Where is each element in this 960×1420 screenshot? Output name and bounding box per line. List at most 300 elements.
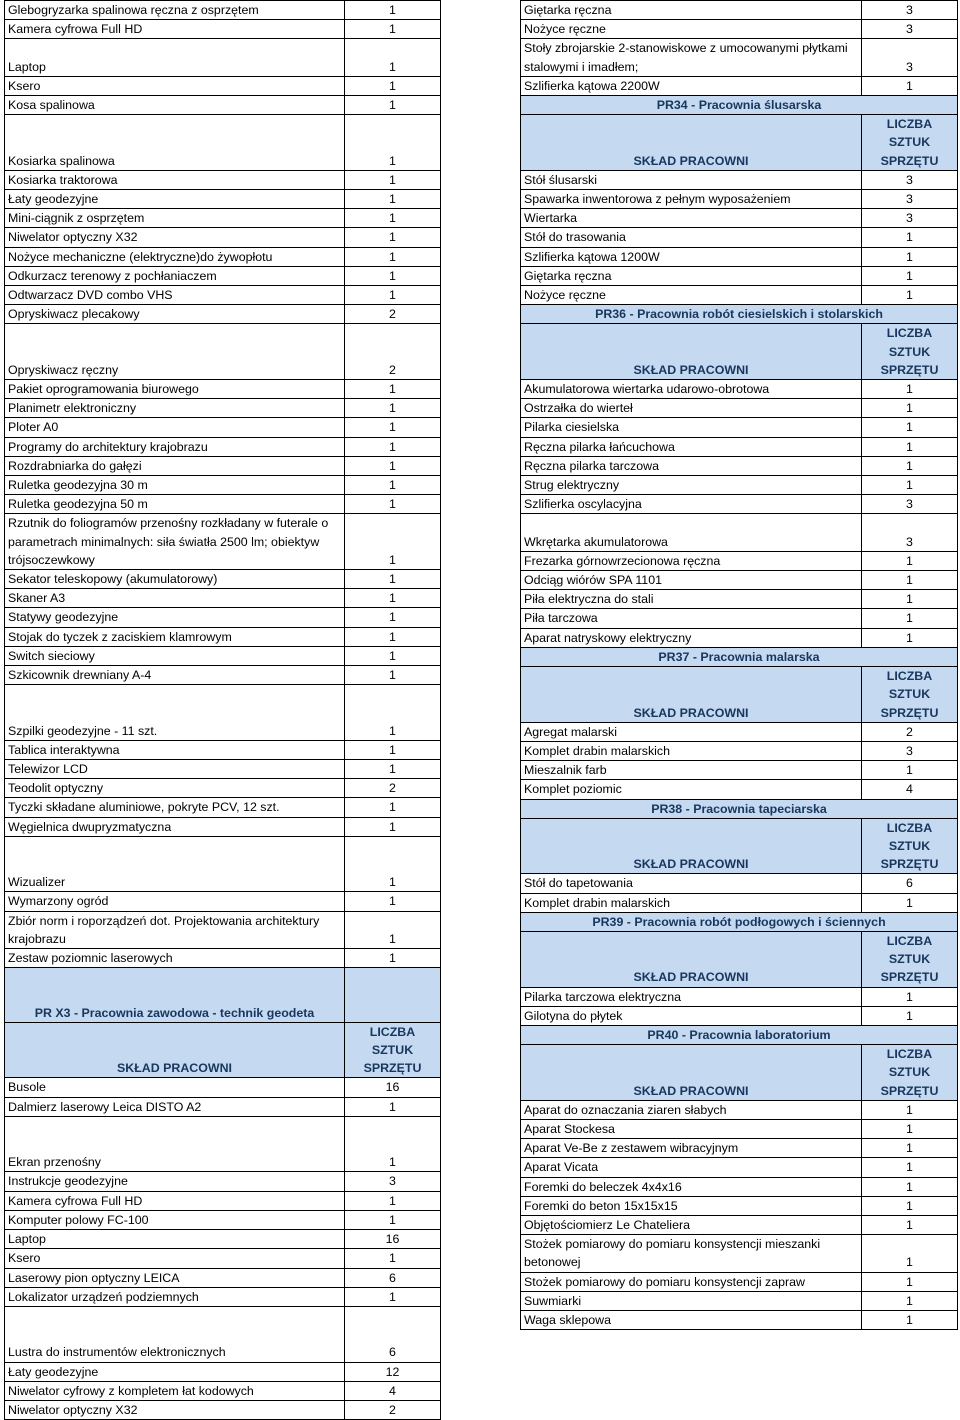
item-quantity-cell: 1 [345,209,441,228]
column-header-quantity [862,1045,958,1101]
table-row [5,949,441,968]
table-row [521,495,958,514]
item-name-cell: Aparat natryskowy elektryczny [521,628,862,647]
item-quantity-cell: 1 [345,380,441,399]
item-quantity-cell: 1 [345,266,441,285]
item-name-cell: Pilarka ciesielska [521,418,862,437]
item-quantity-cell: 1 [862,266,958,285]
item-quantity-cell: 2 [345,1400,441,1419]
section-title: PR36 - Pracownia robót ciesielskich i stolarskich [521,305,958,324]
item-quantity-cell: 1 [862,228,958,247]
column-header-name: SKŁAD PRACOWNI [521,931,862,987]
left-equipment-table [4,0,441,1420]
table-row [521,1311,958,1330]
table-row [5,740,441,759]
item-name-cell: Laptop [5,39,345,76]
table-row [5,798,441,817]
item-quantity-cell: 3 [862,190,958,209]
item-name-cell: Foremki do beton 15x15x15 [521,1196,862,1215]
item-quantity-cell: 1 [345,949,441,968]
item-quantity-cell: 1 [862,1100,958,1119]
table-row [5,627,441,646]
item-name-cell: Szkicownik drewniany A-4 [5,666,345,685]
item-name-cell: Pilarka tarczowa elektryczna [521,987,862,1006]
item-name-cell: Nożyce ręczne [521,20,862,39]
item-name-cell: Stożek pomiarowy do pomiaru konsystencji mieszanki betonowej [521,1235,862,1272]
item-quantity-cell: 1 [345,476,441,495]
item-quantity-cell: 3 [862,741,958,760]
table-row [5,1172,441,1191]
item-name-cell: Ręczna pilarka łańcuchowa [521,437,862,456]
item-name-cell: Ekran przenośny [5,1116,345,1172]
column-header-quantity-line: LICZBA [886,1047,933,1062]
table-row [5,646,441,665]
column-header-quantity-line: LICZBA [886,669,933,684]
column-header-name: SKŁAD PRACOWNI [5,1022,345,1078]
column-header-row [5,1022,441,1078]
item-quantity-cell: 3 [345,1172,441,1191]
table-row [5,589,441,608]
table-row [5,115,441,171]
item-quantity-cell: 1 [862,987,958,1006]
table-row [521,286,958,305]
table-row [521,571,958,590]
item-name-cell: Komplet poziomic [521,780,862,799]
table-row [5,39,441,76]
item-name-cell: Łaty geodezyjne [5,1362,345,1381]
table-row [5,514,441,570]
item-quantity-cell: 1 [345,437,441,456]
item-quantity-cell: 1 [862,247,958,266]
item-name-cell: Opryskiwacz ręczny [5,324,345,380]
column-header-name: SKŁAD PRACOWNI [521,667,862,723]
item-name-cell: Ruletka geodezyjna 30 m [5,476,345,495]
item-name-cell: Spawarka inwentorowa z pełnym wyposażeniem [521,190,862,209]
item-name-cell: Opryskiwacz plecakowy [5,305,345,324]
item-name-cell: Aparat Ve-Be z zestawem wibracyjnym [521,1139,862,1158]
section-title: PR38 - Pracownia tapeciarska [521,799,958,818]
item-name-cell: Frezarka górnowrzecionowa ręczna [521,551,862,570]
item-name-cell: Busole [5,1078,345,1097]
column-header-quantity [862,818,958,874]
table-row [521,380,958,399]
item-quantity-cell: 3 [862,170,958,189]
table-row [521,1139,958,1158]
column-header-row [521,115,958,171]
table-row [5,760,441,779]
item-name-cell: Odkurzacz terenowy z pochłaniaczem [5,266,345,285]
item-name-cell: Wiertarka [521,209,862,228]
table-row [5,836,441,892]
table-row [5,892,441,911]
item-quantity-cell: 3 [862,209,958,228]
table-row [5,228,441,247]
table-row [5,570,441,589]
item-quantity-cell: 1 [345,836,441,892]
column-header-row [521,818,958,874]
item-quantity-cell: 2 [345,305,441,324]
table-row [521,874,958,893]
table-row [5,1381,441,1400]
table-row [5,666,441,685]
item-quantity-cell: 1 [345,1287,441,1306]
item-name-cell: Aparat Vicata [521,1158,862,1177]
section-title: PR40 - Pracownia laboratorium [521,1025,958,1044]
table-row [521,1119,958,1138]
table-row [5,437,441,456]
column-header-quantity [345,1022,441,1078]
section-title-row [521,912,958,931]
table-row [5,1,441,20]
item-quantity-cell: 12 [345,1362,441,1381]
column-header-name: SKŁAD PRACOWNI [521,818,862,874]
table-row [5,1097,441,1116]
table-row [521,987,958,1006]
item-name-cell: Waga sklepowa [521,1311,862,1330]
item-quantity-cell: 1 [345,115,441,171]
item-name-cell: Mini-ciągnik z osprzętem [5,209,345,228]
table-row [521,476,958,495]
item-name-cell: Objętościomierz Le Chateliera [521,1215,862,1234]
section-title-row [5,968,441,1023]
item-name-cell: Komplet drabin malarskich [521,741,862,760]
column-header-row [521,1045,958,1101]
item-name-cell: Laserowy pion optyczny LEICA [5,1268,345,1287]
item-quantity-cell: 6 [345,1306,441,1362]
item-quantity-cell: 3 [862,39,958,76]
section-title-row [521,1025,958,1044]
item-quantity-cell: 1 [862,437,958,456]
right-equipment-table-column [520,0,957,1330]
item-name-cell: Giętarka ręczna [521,1,862,20]
table-row [521,228,958,247]
section-title: PR37 - Pracownia malarska [521,647,958,666]
table-row [5,399,441,418]
table-row [521,190,958,209]
item-name-cell: Ręczna pilarka tarczowa [521,456,862,475]
column-header-quantity-line: SZTUK [888,687,931,702]
right-equipment-table [520,0,958,1330]
table-row [5,305,441,324]
table-row [5,247,441,266]
item-name-cell: Odtwarzacz DVD combo VHS [5,286,345,305]
item-name-cell: Kamera cyfrowa Full HD [5,1191,345,1210]
item-name-cell: Akumulatorowa wiertarka udarowo-obrotowa [521,380,862,399]
column-header-quantity-line: SZTUK [888,952,931,967]
table-row [5,608,441,627]
item-name-cell: Stół ślusarski [521,170,862,189]
item-quantity-cell: 1 [345,456,441,475]
item-quantity-cell: 1 [862,1158,958,1177]
item-name-cell: Szlifierka kątowa 1200W [521,247,862,266]
item-name-cell: Stół do trasowania [521,228,862,247]
table-row [5,817,441,836]
table-row [5,1249,441,1268]
table-row [5,76,441,95]
item-quantity-cell: 1 [862,1215,958,1234]
column-header-quantity-line: SZTUK [888,1065,931,1080]
column-header-quantity-line: SPRZĘTU [880,153,939,168]
item-name-cell: Ksero [5,76,345,95]
column-header-name: SKŁAD PRACOWNI [521,324,862,380]
table-row [5,20,441,39]
table-row [521,1177,958,1196]
item-name-cell: Kosiarka spalinowa [5,115,345,171]
item-name-cell: Teodolit optyczny [5,779,345,798]
item-quantity-cell: 1 [345,1191,441,1210]
item-name-cell: Stół do tapetowania [521,874,862,893]
item-name-cell: Programy do architektury krajobrazu [5,437,345,456]
item-name-cell: Szlifierka oscylacyjna [521,495,862,514]
item-quantity-cell: 1 [345,627,441,646]
column-header-quantity-line: LICZBA [886,117,933,132]
table-row [521,893,958,912]
column-header-quantity [862,667,958,723]
item-quantity-cell: 1 [862,1177,958,1196]
table-row [521,1100,958,1119]
table-row [521,170,958,189]
column-header-quantity [862,115,958,171]
item-name-cell: Łaty geodezyjne [5,190,345,209]
column-header-quantity [862,931,958,987]
column-header-quantity-line: SPRZĘTU [880,1083,939,1098]
section-title-row [521,96,958,115]
item-quantity-cell: 1 [345,96,441,115]
table-row [521,1,958,20]
table-row [521,741,958,760]
item-name-cell: Piła tarczowa [521,609,862,628]
item-name-cell: Foremki do beleczek 4x4x16 [521,1177,862,1196]
column-header-quantity-line: LICZBA [886,326,933,341]
table-row [5,209,441,228]
item-name-cell: Rozdrabniarka do gałęzi [5,456,345,475]
item-name-cell: Ksero [5,1249,345,1268]
item-name-cell: Wymarzony ogród [5,892,345,911]
item-name-cell: Wkrętarka akumulatorowa [521,514,862,551]
item-name-cell: Skaner A3 [5,589,345,608]
item-quantity-cell: 1 [862,1235,958,1272]
item-name-cell: Aparat Stockesa [521,1119,862,1138]
item-name-cell: Niwelator optyczny X32 [5,228,345,247]
table-row [521,722,958,741]
item-quantity-cell: 1 [345,570,441,589]
item-quantity-cell: 1 [345,646,441,665]
item-quantity-cell: 1 [345,418,441,437]
item-quantity-cell: 1 [345,190,441,209]
section-title: PR39 - Pracownia robót podłogowych i ściennych [521,912,958,931]
table-row [521,76,958,95]
item-quantity-cell: 1 [862,1006,958,1025]
item-quantity-cell: 1 [862,1272,958,1291]
table-row [5,685,441,741]
table-row [5,418,441,437]
item-quantity-cell: 1 [345,1249,441,1268]
column-header-quantity-line: SPRZĘTU [880,705,939,720]
item-quantity-cell: 1 [862,628,958,647]
item-quantity-cell: 1 [862,456,958,475]
table-row [521,1272,958,1291]
column-header-quantity-line: SZTUK [888,344,931,359]
left-equipment-table-column [4,0,440,1420]
item-quantity-cell: 1 [345,39,441,76]
table-row [5,190,441,209]
column-header-quantity-line: SPRZĘTU [880,857,939,872]
item-name-cell: Zestaw poziomnic laserowych [5,949,345,968]
item-quantity-cell: 1 [345,1,441,20]
item-quantity-cell: 1 [345,228,441,247]
table-row [5,1191,441,1210]
item-quantity-cell: 3 [862,20,958,39]
item-quantity-cell: 1 [345,685,441,741]
item-quantity-cell: 1 [862,571,958,590]
item-quantity-cell: 1 [862,476,958,495]
table-row [5,1362,441,1381]
table-row [5,456,441,475]
item-quantity-cell: 6 [345,1268,441,1287]
table-row [5,324,441,380]
table-row [521,1158,958,1177]
column-header-name: SKŁAD PRACOWNI [521,115,862,171]
table-row [521,39,958,76]
table-row [521,1291,958,1310]
item-quantity-cell: 2 [345,324,441,380]
column-header-row [521,324,958,380]
column-header-quantity-line: SZTUK [371,1043,414,1058]
column-header-quantity-line: LICZBA [886,820,933,835]
column-header-name: SKŁAD PRACOWNI [521,1045,862,1101]
table-row [5,286,441,305]
table-row [5,266,441,285]
item-name-cell: Ploter A0 [5,418,345,437]
item-name-cell: Ruletka geodezyjna 50 m [5,495,345,514]
item-name-cell: Dalmierz laserowy Leica DISTO A2 [5,1097,345,1116]
item-quantity-cell: 6 [862,874,958,893]
item-quantity-cell: 3 [862,1,958,20]
item-name-cell: Piła elektryczna do stali [521,590,862,609]
table-row [521,1196,958,1215]
item-quantity-cell: 1 [862,1119,958,1138]
item-name-cell: Lustra do instrumentów elektronicznych [5,1306,345,1362]
item-name-cell: Lokalizator urządzeń podziemnych [5,1287,345,1306]
column-header-quantity-line: SZTUK [888,838,931,853]
item-name-cell: Mieszalnik farb [521,761,862,780]
item-name-cell: Agregat malarski [521,722,862,741]
item-quantity-cell: 1 [345,1097,441,1116]
section-title-row [521,647,958,666]
table-row [521,1215,958,1234]
item-quantity-cell: 1 [862,76,958,95]
table-row [521,609,958,628]
table-row [5,1210,441,1229]
item-name-cell: Stożek pomiarowy do pomiaru konsystencji zapraw [521,1272,862,1291]
table-row [521,399,958,418]
item-quantity-cell: 1 [345,666,441,685]
item-quantity-cell: 1 [345,1116,441,1172]
item-quantity-cell: 1 [345,247,441,266]
item-name-cell: Giętarka ręczna [521,266,862,285]
table-row [5,1287,441,1306]
table-row [5,170,441,189]
column-header-quantity-line: SZTUK [888,135,931,150]
item-name-cell: Komputer polowy FC-100 [5,1210,345,1229]
table-row [5,476,441,495]
item-quantity-cell: 2 [345,779,441,798]
table-row [5,779,441,798]
item-name-cell: Planimetr elektroniczny [5,399,345,418]
item-name-cell: Odciąg wiórów SPA 1101 [521,571,862,590]
item-name-cell: Telewizor LCD [5,760,345,779]
item-quantity-cell: 1 [345,170,441,189]
table-row [521,437,958,456]
column-header-quantity-line: LICZBA [886,933,933,948]
item-quantity-cell: 1 [345,1210,441,1229]
item-quantity-cell: 16 [345,1078,441,1097]
item-quantity-cell: 1 [345,399,441,418]
table-row [5,495,441,514]
item-name-cell: Laptop [5,1230,345,1249]
item-name-cell: Suwmiarki [521,1291,862,1310]
item-quantity-cell: 3 [862,495,958,514]
item-quantity-cell: 1 [862,893,958,912]
table-row [5,1400,441,1419]
item-name-cell: Wizualizer [5,836,345,892]
item-name-cell: Rzutnik do foliogramów przenośny rozkładany w futerale o parametrach minimalnych: siła światła 2500 lm; obiektyw trójsoczewkowy [5,514,345,570]
column-header-quantity-line: SPRZĘTU [363,1061,422,1076]
item-quantity-cell: 1 [862,609,958,628]
table-row [521,761,958,780]
item-name-cell: Niwelator cyfrowy z kompletem łat kodowych [5,1381,345,1400]
table-row [5,96,441,115]
item-quantity-cell: 3 [862,514,958,551]
item-name-cell: Statywy geodezyjne [5,608,345,627]
item-name-cell: Szpilki geodezyjne - 11 szt. [5,685,345,741]
item-quantity-cell: 1 [862,590,958,609]
table-row [5,380,441,399]
item-quantity-cell: 1 [345,76,441,95]
item-quantity-cell: 1 [345,911,441,948]
item-name-cell: Aparat do oznaczania ziaren słabych [521,1100,862,1119]
section-title-row [521,799,958,818]
table-row [5,1116,441,1172]
table-row [521,247,958,266]
item-name-cell: Tablica interaktywna [5,740,345,759]
item-name-cell: Instrukcje geodezyjne [5,1172,345,1191]
item-quantity-cell: 1 [345,798,441,817]
item-name-cell: Nożyce mechaniczne (elektryczne)do żywopłotu [5,247,345,266]
item-name-cell: Pakiet oprogramowania biurowego [5,380,345,399]
item-quantity-cell: 1 [862,551,958,570]
item-name-cell: Strug elektryczny [521,476,862,495]
item-quantity-cell: 1 [345,286,441,305]
item-quantity-cell: 1 [862,380,958,399]
item-name-cell: Tyczki składane aluminiowe, pokryte PCV, 12 szt. [5,798,345,817]
section-title-blank [345,968,441,1023]
table-row [521,628,958,647]
column-header-row [521,931,958,987]
item-quantity-cell: 16 [345,1230,441,1249]
table-row [5,1268,441,1287]
item-quantity-cell: 1 [345,20,441,39]
item-name-cell: Kosiarka traktorowa [5,170,345,189]
item-quantity-cell: 1 [345,817,441,836]
section-title-row [521,305,958,324]
section-title: PR X3 - Pracownia zawodowa - technik geodeta [5,968,345,1023]
item-quantity-cell: 1 [345,892,441,911]
item-quantity-cell: 1 [345,495,441,514]
item-name-cell: Gilotyna do płytek [521,1006,862,1025]
item-quantity-cell: 1 [345,760,441,779]
item-name-cell: Switch sieciowy [5,646,345,665]
